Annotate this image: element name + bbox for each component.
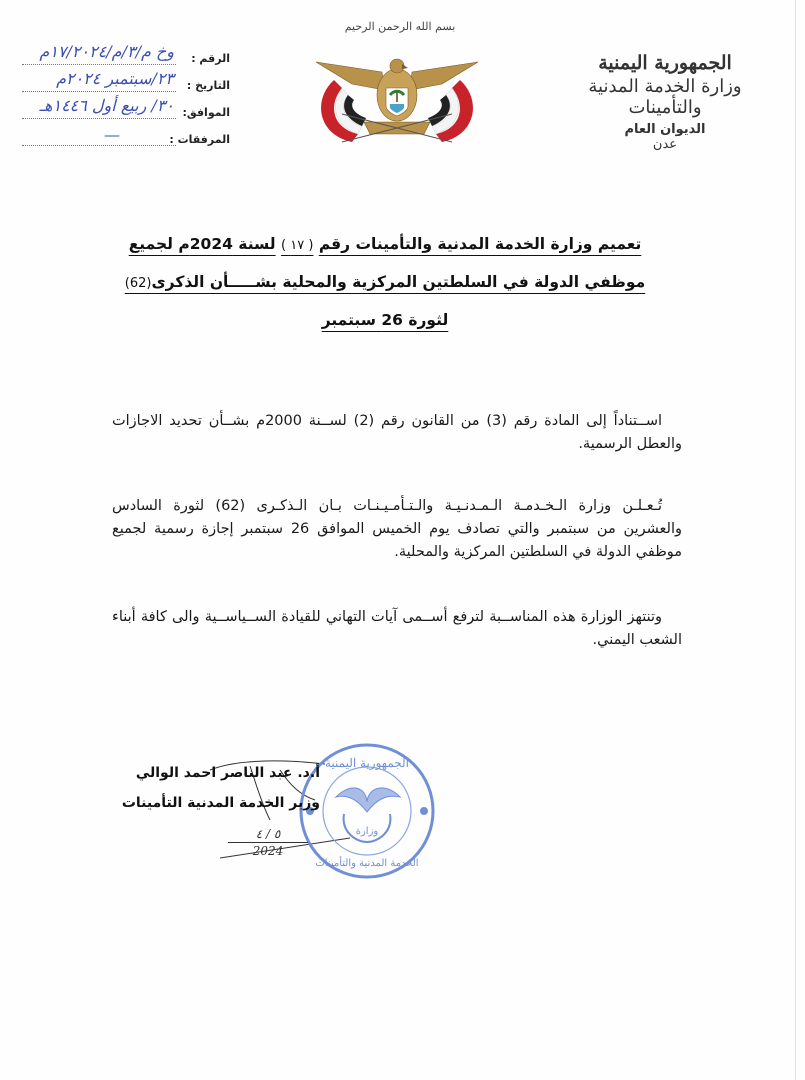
signature-date-bottom: 2024 <box>252 844 284 858</box>
title-line-2-text: موظفي الدولة في السلطتين المركزية والمحلية بشـــــأن الذكرى <box>151 273 646 291</box>
page-edge-line <box>795 0 796 1080</box>
attachments-label: المرفقات : <box>169 133 230 146</box>
signature-block <box>120 758 320 818</box>
paragraph-announcement <box>112 495 682 564</box>
attachments-value: — <box>104 125 120 144</box>
stamp-text-bottom: الخدمة المدنية والتأمينات <box>315 858 419 869</box>
city-name: عدن <box>652 137 678 152</box>
title-line-1-part-b: لسنة 2024م لجميع <box>128 235 276 253</box>
paragraph-legal-basis <box>112 410 682 456</box>
date-value: ٢٣/سبتمبر ٢٠٢٤م <box>56 69 174 88</box>
paragraph-2-text: تُـعـلـن وزارة الـخـدمـة الـمـدنـيـة والـتـأمـيـنـات بـان الـذكـرى (62) لثورة السادس والعشرين من سبتمبر والتي تصادف يوم الخميس الموافق 26 سبتمبر إجازة رسمية لجميع موظفي الدولة في السلطتين المركزية والمحلية. <box>112 498 682 560</box>
signatory-title: وزير الخدمة المدنية التأمينات <box>121 795 320 811</box>
reference-number-value: وخ م/٣/م/١٧/٢٠٢٤م <box>39 42 174 61</box>
dotted-line <box>22 91 176 92</box>
paragraph-congratulations <box>112 606 682 652</box>
yemen-emblem-icon <box>312 50 482 150</box>
stamp-text-top: الجمهورية اليمنية <box>324 756 410 770</box>
stamp-text-center: وزارة <box>355 826 379 837</box>
signature-date-top: ٥ / ٤ <box>228 826 308 843</box>
hijri-date-label: الموافق: <box>182 106 230 119</box>
ministry-name: وزارة الخدمة المدنية والتأمينات <box>588 76 742 118</box>
circular-number: ( ١٧ ) <box>281 238 314 253</box>
country-name: الجمهورية اليمنية <box>598 52 732 74</box>
dotted-line <box>22 145 176 146</box>
attachments-row <box>10 125 230 156</box>
anniversary-number: (62) <box>124 276 152 291</box>
signatory-name: أ.د. عبد الناصر احمد الوالي <box>135 765 320 781</box>
title-line-1-part-a: تعميم وزارة الخدمة المدنية والتأمينات رقم <box>318 235 642 253</box>
dotted-line <box>22 64 176 65</box>
office-name: الديوان العام <box>624 122 706 137</box>
title-line-1 <box>120 226 650 264</box>
paragraph-1-text: اســتناداً إلى المادة رقم (3) من القانون رقم (2) لســنة 2000م بشــأن تحديد الاجازات والعطل الرسمية. <box>112 413 682 452</box>
hijri-date-value: ٣٠/ ربيع أول ١٤٤٦هـ <box>39 96 174 115</box>
letterhead <box>565 52 765 152</box>
title-line-2 <box>120 264 650 302</box>
hijri-date-row <box>10 96 230 129</box>
circular-title <box>120 226 650 338</box>
signature-date <box>228 826 308 859</box>
paragraph-3-text: وتنتهز الوزارة هذه المناســبة لترفع أســمى آيات التهاني للقيادة الســياســية والى كافة أبناء الشعب اليمني. <box>112 609 682 648</box>
reference-meta-block <box>10 42 230 156</box>
title-line-3: لثورة 26 سبتمبر <box>321 311 449 329</box>
date-label: التاريخ : <box>186 79 230 92</box>
dotted-line <box>22 118 176 119</box>
reference-number-label: الرقم : <box>191 52 230 65</box>
basmala-calligraphy: بسم الله الرحمن الرحيم <box>344 20 456 33</box>
